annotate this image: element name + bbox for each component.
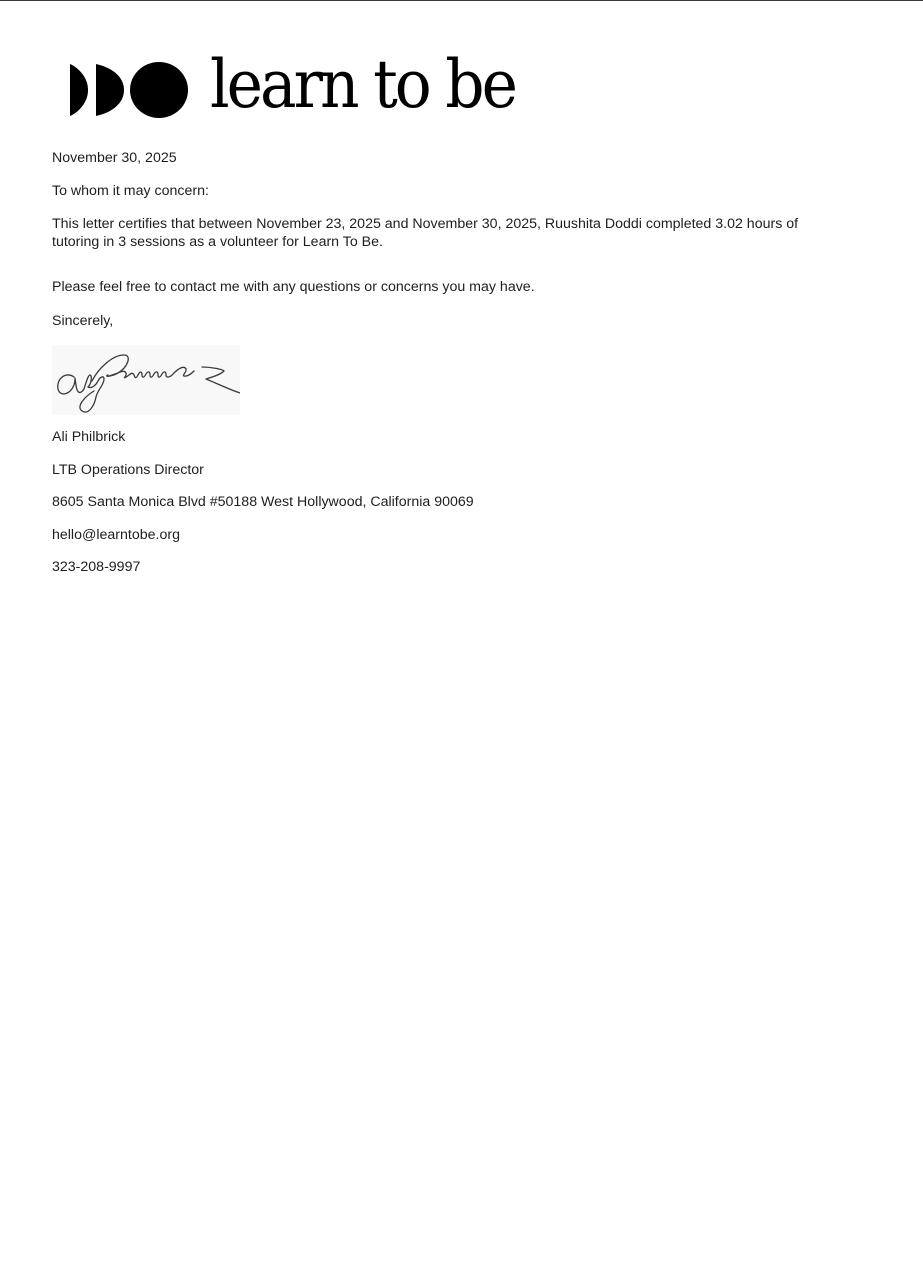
- page-top-border: [0, 0, 923, 1]
- letter-closing: Sincerely,: [52, 313, 114, 329]
- logo-full-moon: [130, 62, 188, 118]
- letter-body: [52, 216, 852, 251]
- logo-half-moon: [96, 64, 124, 116]
- signature-image: [52, 345, 240, 415]
- letter-date: November 30, 2025: [52, 150, 177, 166]
- sender-name: Ali Philbrick: [52, 429, 126, 445]
- logo-moon-phases-icon: [68, 60, 190, 120]
- learn-to-be-logo: [68, 46, 538, 123]
- sender-email: hello@learntobe.org: [52, 527, 180, 543]
- sender-title: LTB Operations Director: [52, 462, 204, 478]
- handwritten-signature-icon: [52, 345, 240, 415]
- letter-body-line: tutoring in 3 sessions as a volunteer for Learn To Be.: [52, 233, 383, 250]
- letter-body-line: This letter certifies that between November 23, 2025 and November 30, 2025, Ruushita Doddi completed 3.02 hours of: [52, 216, 799, 232]
- sender-phone: 323-208-9997: [52, 559, 141, 575]
- letter-salutation: To whom it may concern:: [52, 183, 209, 199]
- contact-invitation: Please feel free to contact me with any questions or concerns you may have.: [52, 279, 535, 295]
- sender-address: 8605 Santa Monica Blvd #50188 West Hollywood, California 90069: [52, 494, 474, 510]
- logo-wordmark: learn to be: [210, 46, 515, 123]
